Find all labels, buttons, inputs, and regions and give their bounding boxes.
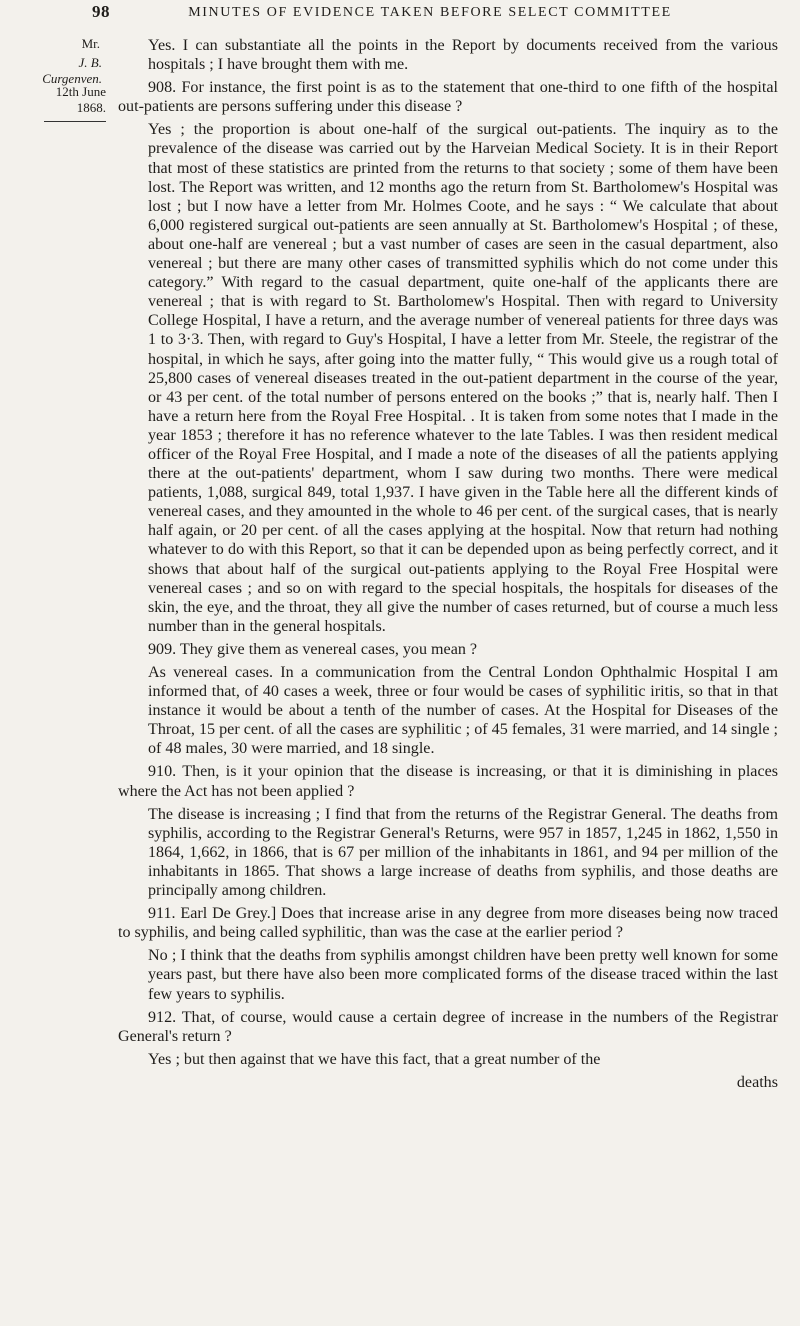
answer-paragraph: Yes ; but then against that we have this fact, that a great number of the — [148, 1050, 601, 1068]
answer-paragraph: As venereal cases. In a communication from the Central London Ophthalmic Hospital I am informed that, of 40 cases a week, three or four would be cases of syphilitic iritis, so that in that instance it would be about a tenth of the number of cases. At the Hospital for Diseases of the Throat, 15 per cent. of all the cases are syphilitic ; of 45 females, 31 were married, and 14 single ; of 48 males, 30 were married, and 18 single. — [148, 664, 778, 758]
answer-paragraph: The disease is increasing ; I find that from the returns of the Registrar General. The deaths from syphilis, according to the Registrar General's Returns, were 957 in 1857, 1,245 in 1862, 1,550 in 1864, 1,662, in 1866, that is 67 per million of the inhabitants in 1861, and 94 per million of the inhabitants in 1865. That shows a large increase of deaths from syphilis, and those deaths are principally among children. — [148, 805, 778, 900]
margin-divider — [44, 121, 106, 122]
question-paragraph: 910. Then, is it your opinion that the disease is increasing, or that it is diminishing in places where the Act has not been applied ? — [118, 763, 778, 800]
evidence-date: 12th June 1868. — [55, 84, 106, 115]
question-paragraph: 908. For instance, the first point is as to the statement that one-third to one fifth of the hospital out-patients are persons suffering under this disease ? — [118, 79, 778, 116]
catchword: deaths — [736, 1073, 778, 1091]
running-head: MINUTES OF EVIDENCE TAKEN BEFORE SELECT COMMITTEE — [188, 5, 672, 20]
witness-title: Mr. — [81, 36, 100, 51]
answer-paragraph: No ; I think that the deaths from syphilis amongst children have been pretty well known for some years past, but there have also been more complicated forms of the disease traced within the last few years to syphilis. — [148, 947, 778, 1003]
question-paragraph: 911. Earl De Grey.] Does that increase arise in any degree from more diseases being now traced to syphilis, and being called syphilitic, than was the case at the earlier period ? — [118, 905, 778, 942]
answer-paragraph: Yes ; the proportion is about one-half of the surgical out-patients. The inquiry as to the prevalence of the disease was carried out by the Harveian Medical Society. It is in their Report that most of these statistics are printed from the returns to that society ; some of them have been lost. The Report was written, and 12 months ago the return from St. Bartholomew's Hospital was lost ; but I now have a letter from Mr. Holmes Coote, and he says : “ We calculate that about 6,000 registered surgical out-patients are seen annually at St. Bartholomew's Hospital ; of these, about one-half are venereal ; but a vast number of cases are seen in the casual department, also venereal ; but there are many other cases of transmitted syphilis which do not come under this category.” With regard to the casual department, quite one-half of the applicants there are venereal ; that is with regard to St. Bartholomew's Hospital. Then with regard to University College Hospital, I have a return, and the average number of venereal patients for three days was 1 to 3·3. Then, with regard to Guy's Hospital, I have a letter from Mr. Steele, the registrar of the hospital, in which he says, after going into the matter fully, “ This would give us a rough total of 25,800 cases of venereal diseases treated in the out-patient department in the course of the year, or 43 per cent. of the total number of persons entered on the books ;” that is, nearly half. Then I have a return here from the Royal Free Hospital. . It is taken from some notes that I made in the year 1853 ; therefore it has no reference whatever to the late Tables. I was then resident medical officer of the Royal Free Hospital, and I made a note of the diseases of all the patients applying there at the out-patients' department, whom I saw during two months. There were medical patients, 1,088, surgical 849, total 1,937. I have given in the Table here all the different kinds of venereal cases, and they amounted in the whole to 46 per cent. of the surgical cases, that is nearly half again, or 20 per cent. of all the cases applying at the hospital. Now that return had nothing whatever to do with this Report, so that it can be depended upon as being perfectly correct, and it shows that about half of the surgical out-patients applying to the Royal Free Hospital were venereal cases ; and so on with regard to the special hospitals, the hospitals for diseases of the skin, the eye, and the throat, they all give the number of cases returned, but of course a much less number than in the general hospitals. — [148, 121, 778, 635]
evidence-body — [118, 36, 778, 1096]
page-number: 98 — [92, 2, 110, 21]
question-paragraph: 912. That, of course, would cause a certain degree of increase in the numbers of the Registrar General's return ? — [118, 1008, 778, 1045]
witness-name: J. B. Curgenven. — [42, 55, 102, 86]
question-paragraph: 909. They give them as venereal cases, you mean ? — [148, 640, 478, 658]
answer-paragraph: Yes. I can substantiate all the points in the Report by documents received from the various hospitals ; I have brought them with me. — [148, 37, 778, 74]
